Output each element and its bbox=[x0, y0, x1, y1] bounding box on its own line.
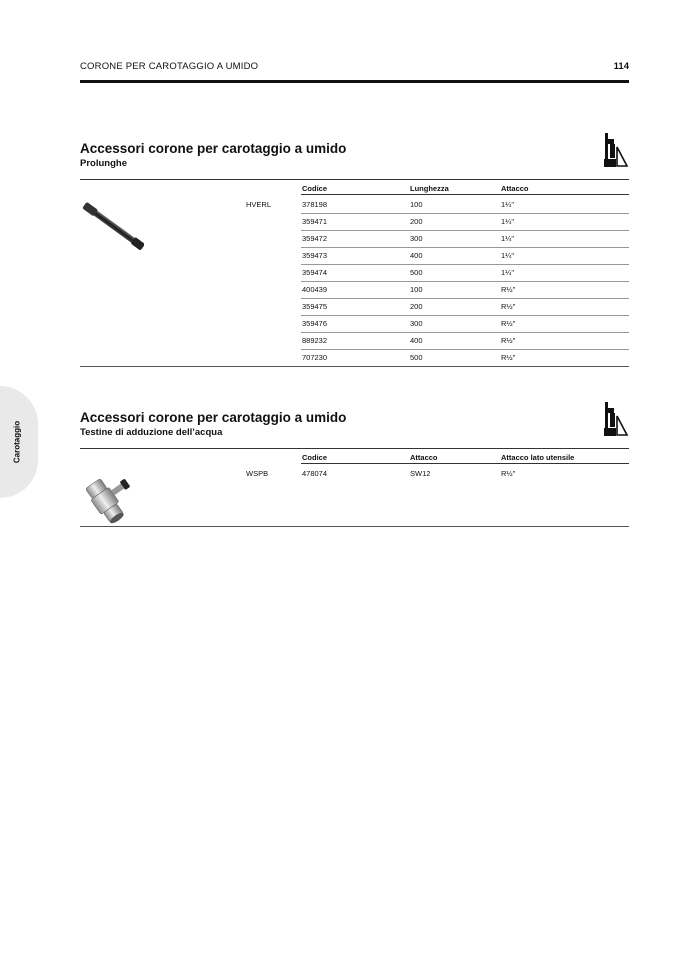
table-cell: 100 bbox=[410, 285, 423, 294]
table-cell: 1¼" bbox=[501, 217, 515, 226]
column-header-attacco: Attacco bbox=[501, 184, 529, 193]
table-cell: R½" bbox=[501, 302, 516, 311]
table-top-rule bbox=[80, 448, 629, 449]
section-title: Accessori corone per carotaggio a umido bbox=[80, 141, 347, 156]
column-header-lunghezza: Lunghezza bbox=[410, 184, 449, 193]
table-cell: 300 bbox=[410, 319, 423, 328]
column-header-codice: Codice bbox=[302, 184, 328, 193]
table-cell: 1¼" bbox=[501, 251, 515, 260]
column-header-attacco: Attacco bbox=[410, 453, 438, 462]
table-row bbox=[301, 196, 629, 214]
model-name: WSPB bbox=[246, 469, 269, 478]
page-header bbox=[80, 61, 629, 83]
table-cell: R½" bbox=[501, 469, 516, 478]
table-cell: 707230 bbox=[302, 353, 328, 362]
table-cell: 359472 bbox=[302, 234, 328, 243]
section-title: Accessori corone per carotaggio a umido bbox=[80, 410, 347, 425]
table-row bbox=[301, 349, 629, 366]
table-cell: 1¼" bbox=[501, 234, 515, 243]
table-cell: 359474 bbox=[302, 268, 328, 277]
section-subtitle: Prolunghe bbox=[80, 158, 127, 169]
table-cell: R½" bbox=[501, 285, 516, 294]
table-row bbox=[301, 281, 629, 299]
column-header-codice: Codice bbox=[302, 453, 328, 462]
table-cell: 478074 bbox=[302, 469, 328, 478]
table-cell: 889232 bbox=[302, 336, 328, 345]
core-drill-rig-icon bbox=[604, 402, 630, 438]
section-prolunghe bbox=[80, 141, 629, 371]
table-cell: 400 bbox=[410, 336, 423, 345]
table-cell: 400 bbox=[410, 251, 423, 260]
table-cell: 378198 bbox=[302, 200, 328, 209]
table-bottom-rule bbox=[80, 526, 629, 527]
table-cell: 100 bbox=[410, 200, 423, 209]
extension-rod-image bbox=[80, 200, 144, 250]
header-rule bbox=[301, 463, 629, 464]
table-cell: 1¼" bbox=[501, 200, 515, 209]
table-row bbox=[301, 315, 629, 333]
table-cell: 500 bbox=[410, 353, 423, 362]
table-row bbox=[301, 465, 629, 482]
table-cell: SW12 bbox=[410, 469, 431, 478]
column-header-attacco-lato-utensile: Attacco lato utensile bbox=[501, 453, 575, 462]
water-swivel-image bbox=[80, 468, 142, 524]
table-cell: R½" bbox=[501, 319, 516, 328]
table-cell: 1¼" bbox=[501, 268, 515, 277]
header-rule bbox=[301, 194, 629, 195]
table-cell: 359473 bbox=[302, 251, 328, 260]
table-row bbox=[301, 332, 629, 350]
table-row bbox=[301, 213, 629, 231]
table-cell: 500 bbox=[410, 268, 423, 277]
table-bottom-rule bbox=[80, 366, 629, 367]
table-row bbox=[301, 230, 629, 248]
table-row bbox=[301, 247, 629, 265]
table-row bbox=[301, 298, 629, 316]
table-cell: R½" bbox=[501, 353, 516, 362]
section-testine bbox=[80, 410, 629, 530]
table-row bbox=[301, 264, 629, 282]
table-cell: 400439 bbox=[302, 285, 328, 294]
table-cell: 359475 bbox=[302, 302, 328, 311]
core-drill-rig-icon bbox=[604, 133, 630, 169]
table-cell: 200 bbox=[410, 217, 423, 226]
section-subtitle: Testine di adduzione dell’acqua bbox=[80, 427, 223, 438]
table-top-rule bbox=[80, 179, 629, 180]
header-title: CORONE PER CAROTAGGIO A UMIDO bbox=[80, 61, 259, 72]
table-cell: 359476 bbox=[302, 319, 328, 328]
table-cell: 359471 bbox=[302, 217, 328, 226]
table-cell: 300 bbox=[410, 234, 423, 243]
side-tab-label: Carotaggio bbox=[12, 420, 22, 464]
model-name: HVERL bbox=[246, 200, 272, 209]
page-number: 114 bbox=[613, 61, 629, 72]
table-cell: R½" bbox=[501, 336, 516, 345]
table-cell: 200 bbox=[410, 302, 423, 311]
